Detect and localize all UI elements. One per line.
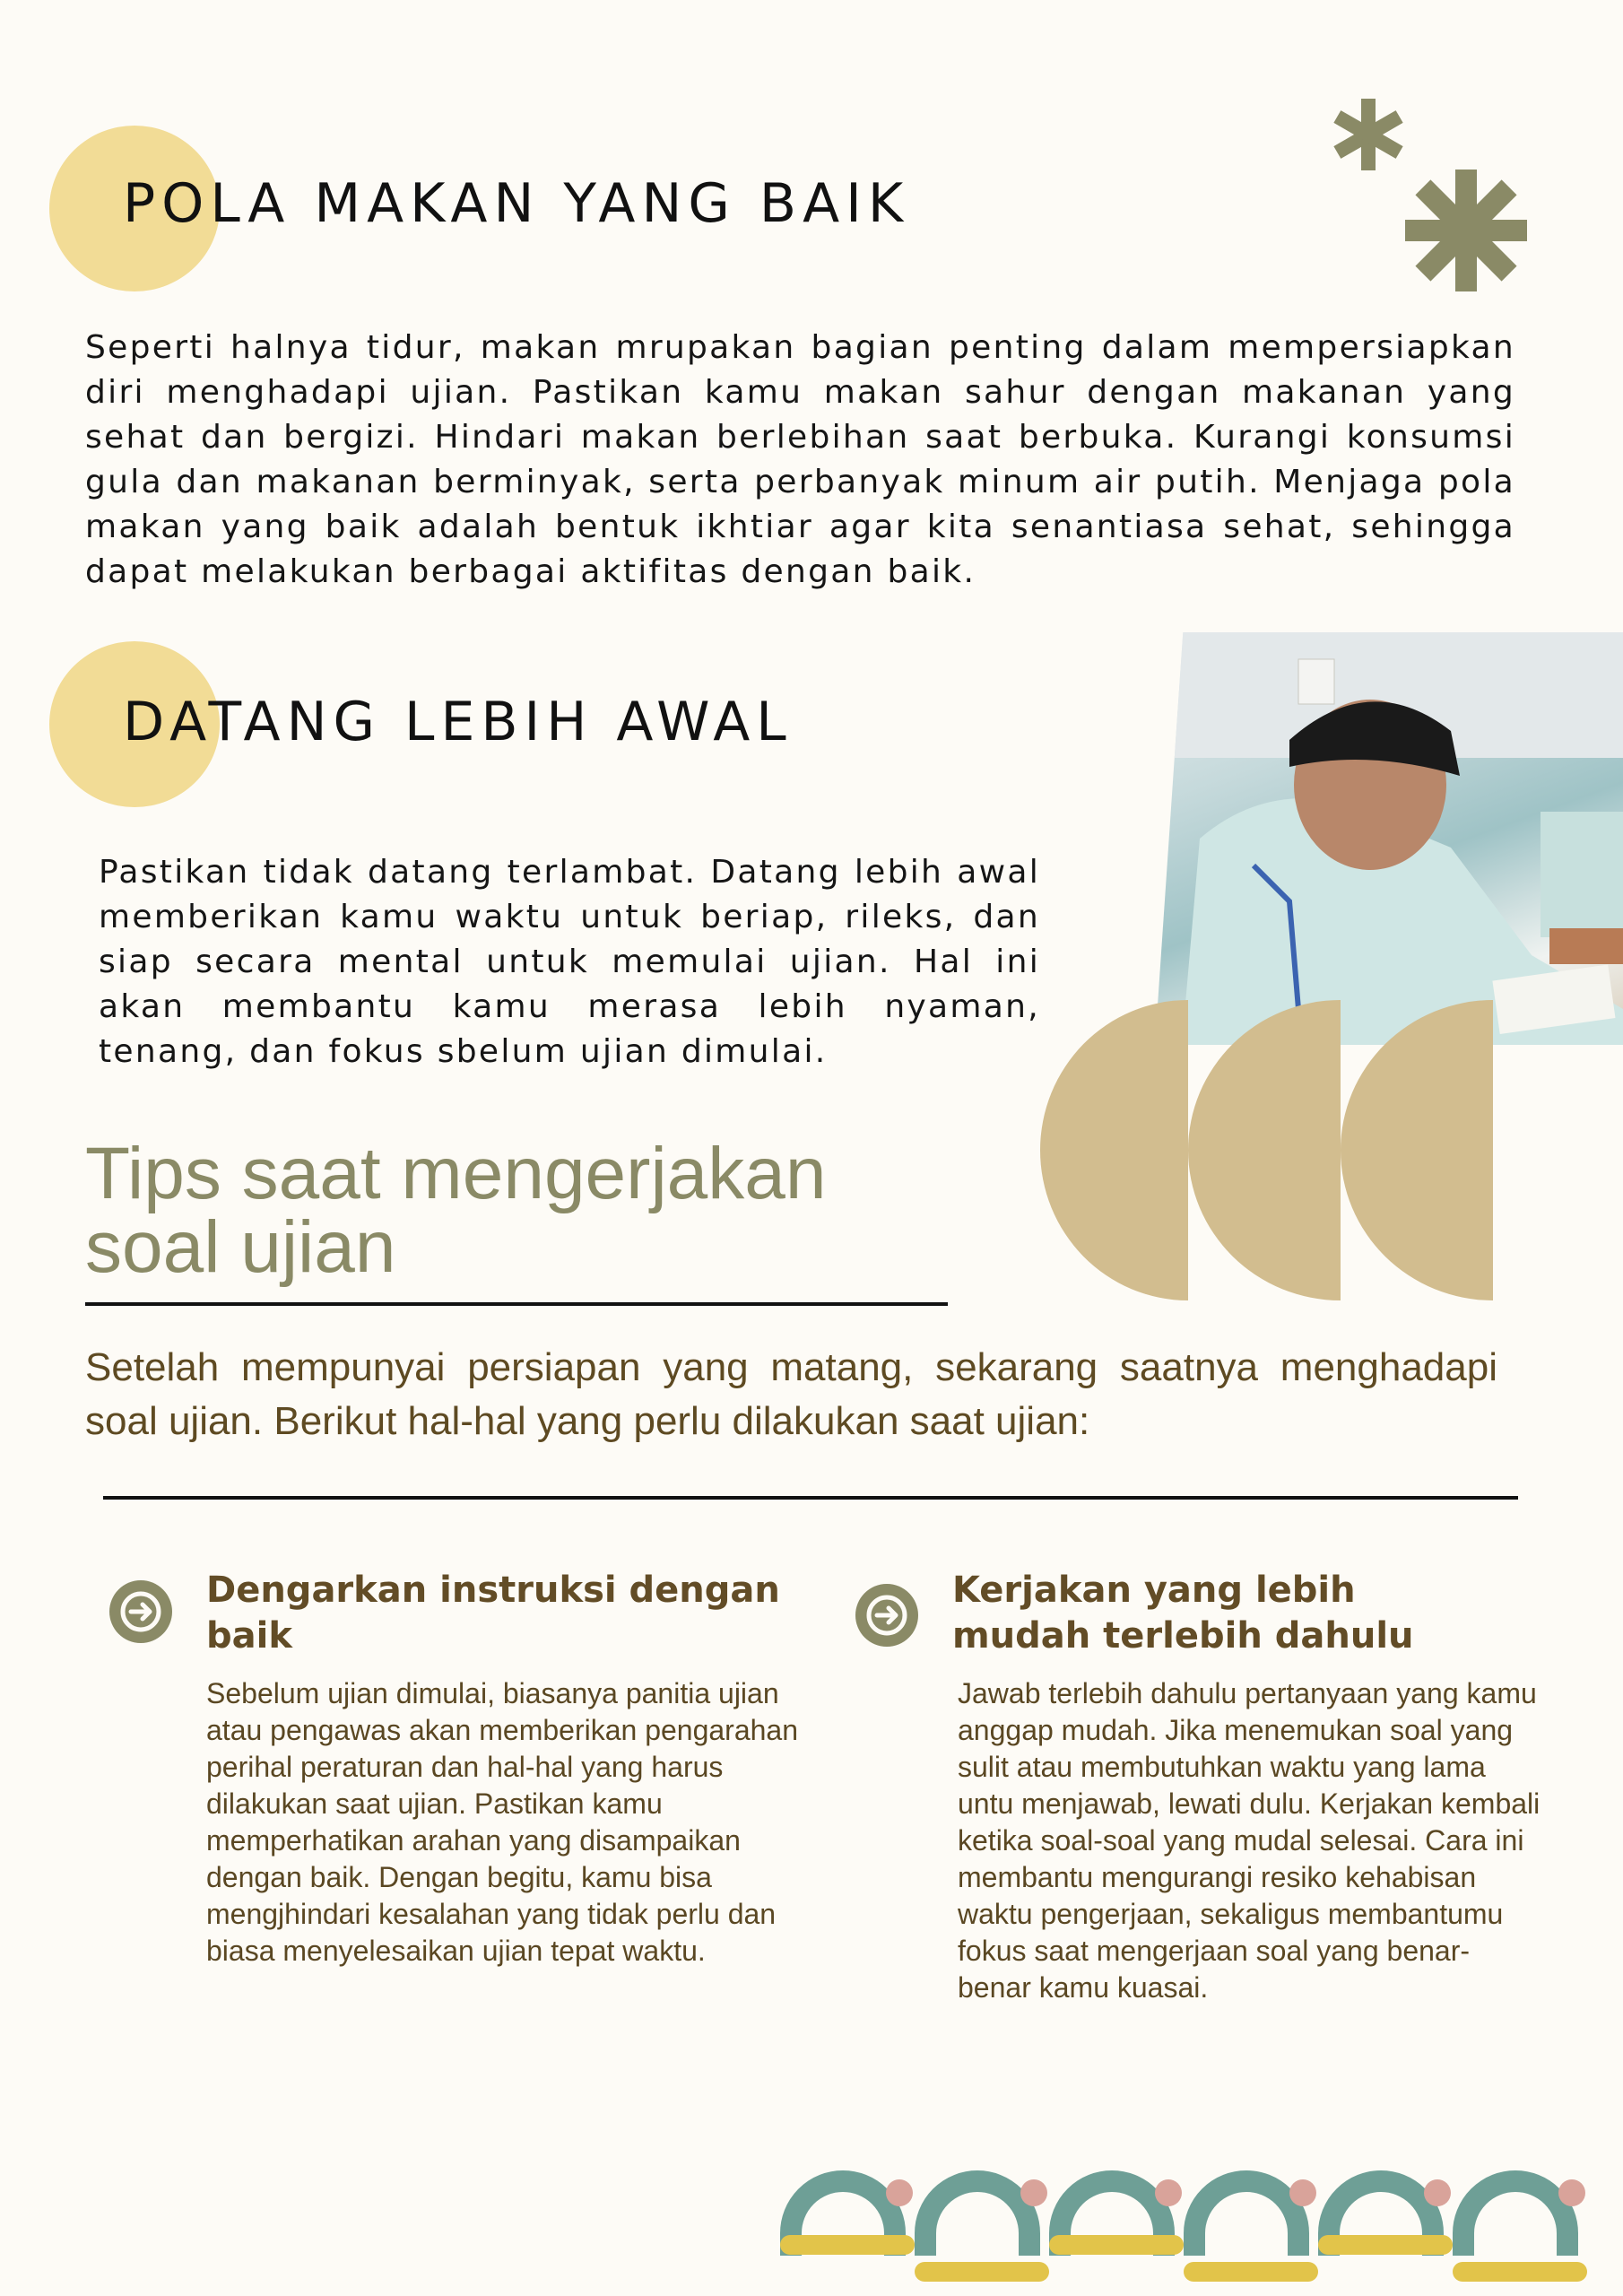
arrow-right-circle-icon xyxy=(109,1580,172,1643)
student-writing-illustration xyxy=(1155,632,1623,1045)
section-body-datang-awal: Pastikan tidak datang terlambat. Datang lebih awal memberikan kamu waktu untuk beriap, rileks, dan siap secara mental untuk memulai ujian. Hal ini akan membantu kamu merasa lebih nyaman, tenang, dan fokus sbelum ujian dimulai. xyxy=(99,854,1040,1070)
large-asterisk-icon xyxy=(1405,170,1527,291)
tips-title-line-1: Tips saat mengerjakan xyxy=(85,1133,827,1214)
student-exam-photo xyxy=(1155,632,1623,1045)
tips-title-line-2: soal ujian xyxy=(85,1206,396,1288)
half-circle-decoration xyxy=(1036,1000,1493,1300)
asterisk-decoration xyxy=(1318,90,1551,305)
tip-title-kerjakan: Kerjakan yang lebih mudah terlebih dahulu xyxy=(952,1570,1414,1657)
section-body-pola-makan: Seperti halnya tidur, makan mrupakan bagian penting dalam mempersiapkan diri menghadapi ujian. Pastikan kamu makan sahur dengan makanan yang sehat dan bergizi. Hindari makan berlebihan saat berbuka. Kurangi konsumsi gula dan makanan berminyak, serta perbanyak minum air putih. Menjaga pola makan yang baik adalah bentuk ikhtiar agar kita senantiasa sehat, sehingga dapat melakukan berbagai aktifitas dengan baik. xyxy=(85,329,1515,590)
arrow-right-circle-icon xyxy=(855,1584,918,1647)
tips-intro: Setelah mempunyai persiapan yang matang, sekarang saatnya menghadapi soal ujian. Berikut hal-hal yang perlu dilakukan saat ujian: xyxy=(85,1345,1497,1443)
section-divider xyxy=(103,1496,1518,1500)
section-title-datang-awal: DATANG LEBIH AWAL xyxy=(123,691,793,753)
tip-title-dengarkan: Dengarkan instruksi dengan baik xyxy=(206,1570,780,1657)
tips-title xyxy=(85,1133,827,1288)
tip-body-dengarkan: Sebelum ujian dimulai, biasanya panitia ujian atau pengawas akan memberikan pengarahan perihal peraturan dan hal-hal yang harus dilakukan saat ujian. Pastikan kamu memperhatikan arahan yang disampaikan dengan baik. Dengan begitu, kamu bisa mengjhindari kesalahan yang tidak perlu dan biasa menyelesaikan ujian tepat waktu. xyxy=(206,1677,799,1967)
tip-body-kerjakan: Jawab terlebih dahulu pertanyaan yang kamu anggap mudah. Jika menemukan soal yang sulit atau membutuhkan waktu yang lama untu menjawab, lewati dulu. Kerjakan kembali ketika soal-soal yang mudal selesai. Cara ini membantu mengurangi resiko kehabisan waktu pengerjaan, sekaligus membantumu fokus saat mengerjaan soal yang benar-benar kamu kuasai. xyxy=(958,1677,1541,2004)
small-asterisk-icon xyxy=(1333,99,1402,170)
section-title-pola-makan: POLA MAKAN YANG BAIK xyxy=(123,172,910,235)
arch-pattern-decoration xyxy=(780,2161,1623,2296)
tips-title-underline xyxy=(85,1302,948,1306)
